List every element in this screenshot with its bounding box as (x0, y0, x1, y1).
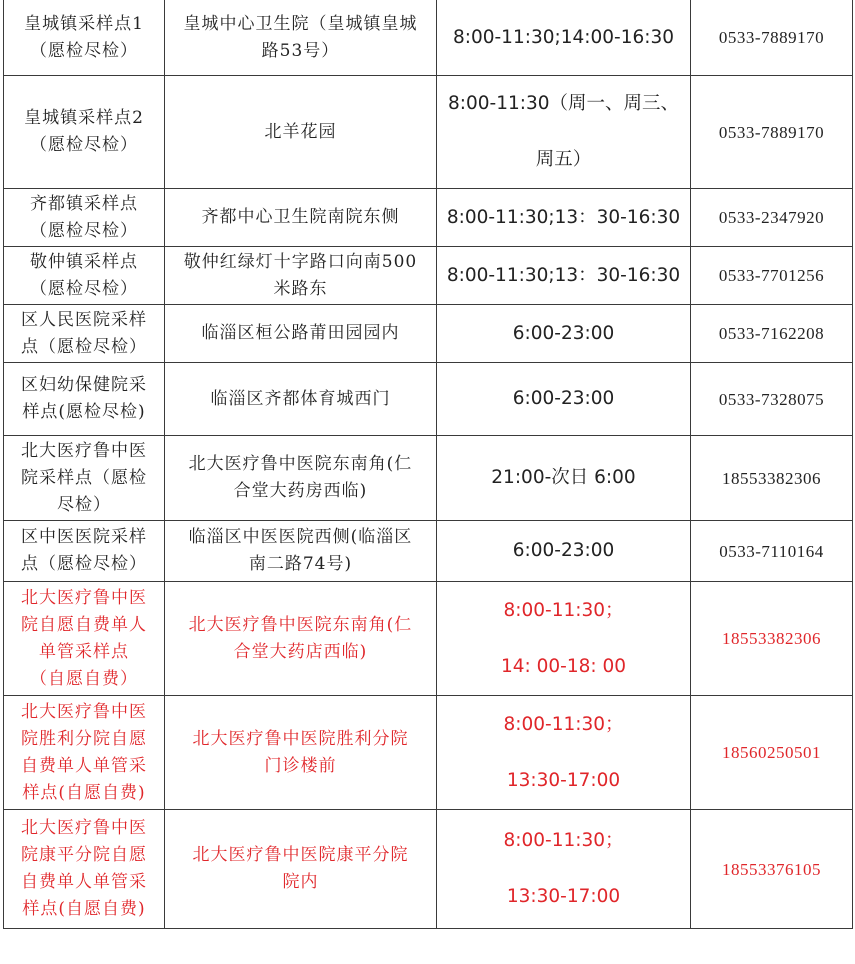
table-row (4, 436, 853, 521)
sampling-sites-table (3, 0, 853, 929)
site-name-cell: 北大医疗鲁中医 院自愿自费单人 单管采样点 （自愿自费） (4, 582, 165, 696)
phone-cell: 0533-7110164 (691, 521, 853, 582)
hours-cell: 21:00-次日 6:00 (437, 436, 691, 521)
site-name-cell: 齐都镇采样点 （愿检尽检） (4, 189, 165, 247)
site-name-cell: 北大医疗鲁中医 院胜利分院自愿 自费单人单管采 样点(自愿自费) (4, 696, 165, 810)
table-row (4, 76, 853, 189)
site-name-cell: 皇城镇采样点2 （愿检尽检） (4, 76, 165, 189)
site-name-cell: 皇城镇采样点1 （愿检尽检） (4, 0, 165, 76)
table-row (4, 189, 853, 247)
table-row (4, 247, 853, 305)
address-cell: 临淄区齐都体育城西门 (165, 363, 437, 436)
table-row (4, 0, 853, 76)
site-name-cell: 区人民医院采样 点（愿检尽检） (4, 305, 165, 363)
table-row (4, 810, 853, 929)
site-name-cell: 北大医疗鲁中医 院采样点（愿检 尽检） (4, 436, 165, 521)
phone-cell: 18553376105 (691, 810, 853, 929)
phone-cell: 18560250501 (691, 696, 853, 810)
address-cell: 临淄区中医医院西侧(临淄区 南二路74号) (165, 521, 437, 582)
hours-cell: 8:00-11:30； 13:30-17:00 (437, 810, 691, 929)
address-cell: 北羊花园 (165, 76, 437, 189)
hours-cell: 8:00-11:30;13：30-16:30 (437, 189, 691, 247)
hours-cell: 6:00-23:00 (437, 521, 691, 582)
table-row (4, 696, 853, 810)
address-cell: 北大医疗鲁中医院东南角(仁 合堂大药店西临) (165, 582, 437, 696)
phone-cell: 0533-7162208 (691, 305, 853, 363)
address-cell: 临淄区桓公路莆田园园内 (165, 305, 437, 363)
hours-cell: 8:00-11:30（周一、周三、 周五） (437, 76, 691, 189)
hours-cell: 8:00-11:30； 13:30-17:00 (437, 696, 691, 810)
table-row (4, 582, 853, 696)
site-name-cell: 区中医医院采样 点（愿检尽检） (4, 521, 165, 582)
address-cell: 齐都中心卫生院南院东侧 (165, 189, 437, 247)
hours-cell: 6:00-23:00 (437, 363, 691, 436)
hours-cell: 8:00-11:30;14:00-16:30 (437, 0, 691, 76)
table-row (4, 305, 853, 363)
phone-cell: 18553382306 (691, 582, 853, 696)
site-name-cell: 区妇幼保健院采 样点(愿检尽检) (4, 363, 165, 436)
table-row (4, 363, 853, 436)
address-cell: 北大医疗鲁中医院胜利分院 门诊楼前 (165, 696, 437, 810)
phone-cell: 0533-7889170 (691, 0, 853, 76)
address-cell: 敬仲红绿灯十字路口向南500 米路东 (165, 247, 437, 305)
address-cell: 北大医疗鲁中医院康平分院 院内 (165, 810, 437, 929)
site-name-cell: 敬仲镇采样点 （愿检尽检） (4, 247, 165, 305)
site-name-cell: 北大医疗鲁中医 院康平分院自愿 自费单人单管采 样点(自愿自费) (4, 810, 165, 929)
phone-cell: 0533-7889170 (691, 76, 853, 189)
phone-cell: 18553382306 (691, 436, 853, 521)
address-cell: 北大医疗鲁中医院东南角(仁 合堂大药房西临) (165, 436, 437, 521)
hours-cell: 8:00-11:30； 14: 00-18: 00 (437, 582, 691, 696)
phone-cell: 0533-7701256 (691, 247, 853, 305)
phone-cell: 0533-7328075 (691, 363, 853, 436)
phone-cell: 0533-2347920 (691, 189, 853, 247)
hours-cell: 8:00-11:30;13：30-16:30 (437, 247, 691, 305)
table-row (4, 521, 853, 582)
hours-cell: 6:00-23:00 (437, 305, 691, 363)
address-cell: 皇城中心卫生院（皇城镇皇城 路53号） (165, 0, 437, 76)
